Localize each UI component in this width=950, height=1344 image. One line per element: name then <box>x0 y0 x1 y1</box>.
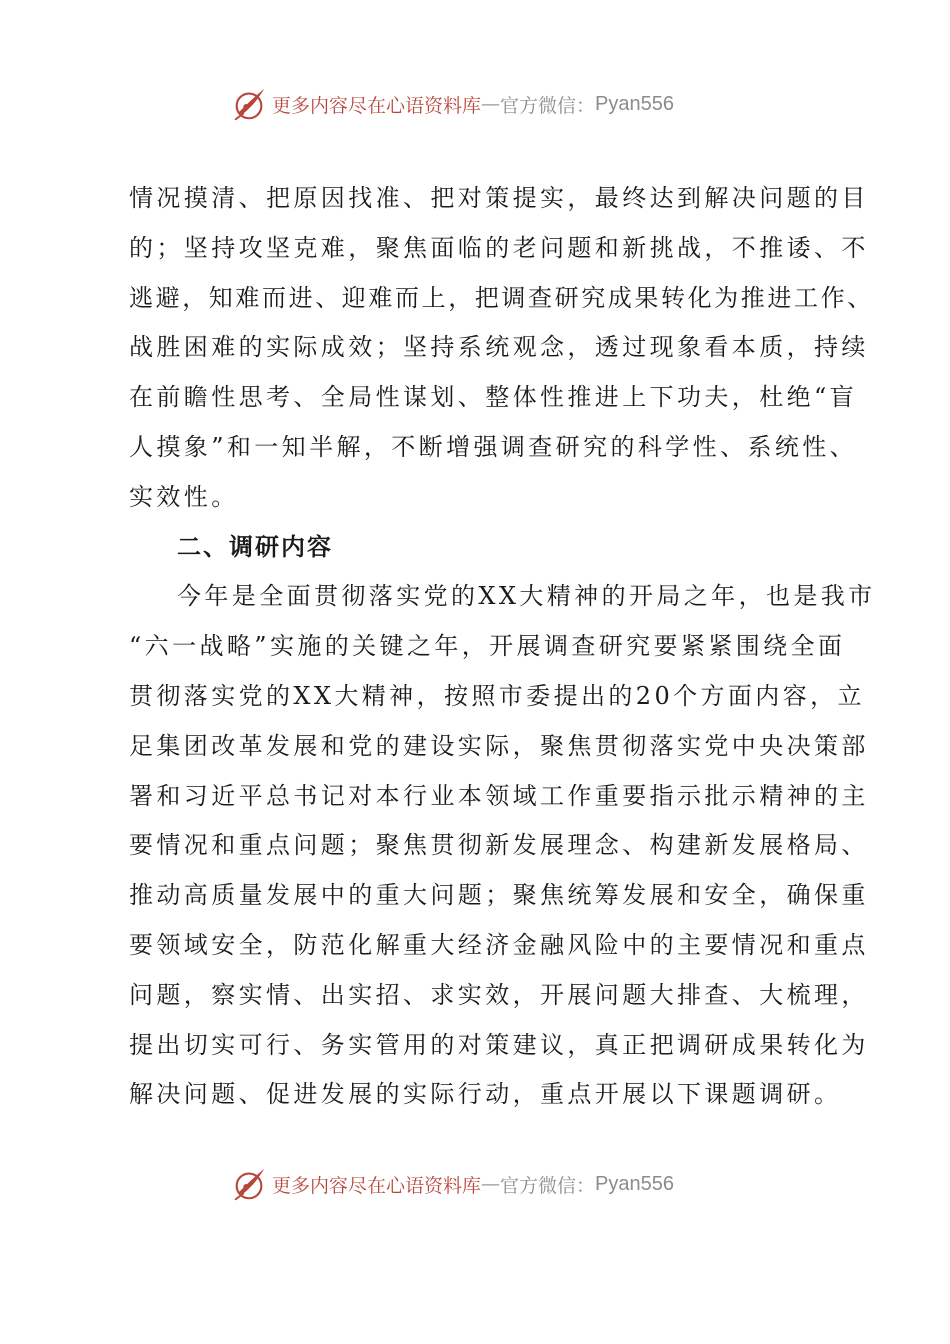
text-line: 情况摸清、把原因找准、把对策提实，最终达到解决问题的目 <box>129 184 869 212</box>
text-line: “六一战略”实施的关键之年，开展调查研究要紧紧围绕全面 <box>129 632 846 661</box>
text-line: 贯彻落实党的XX大精神，按照市委提出的20个方面内容，立 <box>129 681 865 710</box>
text-line: 解决问题、促进发展的实际行动，重点开展以下课题调研。 <box>129 1080 842 1109</box>
banner-text: 更多内容尽在心语资料库 <box>272 1174 482 1197</box>
text-line: 今年是全面贯彻落实党的XX大精神的开局之年，也是我市 <box>177 582 876 611</box>
banner-wechat-id: Pyan556 <box>595 1172 674 1195</box>
text-line: 署和习近平总书记对本行业本领域工作重要指示批示精神的主 <box>129 781 869 810</box>
footer-banner <box>230 1164 750 1204</box>
paragraph-2 <box>129 572 876 1120</box>
section-heading: 二、调研内容 <box>177 532 333 561</box>
banner-label: 官方微信： <box>500 1174 596 1197</box>
banner-wechat-id: Pyan556 <box>595 92 674 115</box>
document-body <box>129 174 876 1120</box>
banner-text: 更多内容尽在心语资料库 <box>272 94 482 117</box>
paragraph-1 <box>129 174 874 523</box>
text-line: 实效性。 <box>129 482 239 511</box>
banner-label: 官方微信： <box>500 94 596 117</box>
feather-logo-icon <box>230 1165 268 1203</box>
text-line: 逃避，知难而进、迎难而上，把调查研究成果转化为推进工作、 <box>129 283 874 312</box>
text-line: 足集团改革发展和党的建设实际，聚焦贯彻落实党中央决策部 <box>129 731 869 760</box>
text-line: 在前瞻性思考、全局性谋划、整体性推进上下功夫，杜绝“盲 <box>129 383 858 412</box>
text-line: 推动高质量发展中的重大问题；聚焦统筹发展和安全，确保重 <box>129 881 869 910</box>
banner-separator: — <box>481 1173 501 1195</box>
text-line: 的；坚持攻坚克难，聚焦面临的老问题和新挑战，不推诿、不 <box>129 233 869 262</box>
text-line: 要领域安全，防范化解重大经济金融风险中的主要情况和重点 <box>129 930 869 959</box>
text-line: 问题，察实情、出实招、求实效，开展问题大排查、大梳理， <box>129 980 869 1009</box>
text-line: 人摸象”和一知半解，不断增强调查研究的科学性、系统性、 <box>129 432 858 461</box>
text-line: 要情况和重点问题；聚焦贯彻新发展理念、构建新发展格局、 <box>129 831 869 860</box>
banner-separator: — <box>481 93 501 115</box>
text-line: 提出切实可行、务实管用的对策建议，真正把调研成果转化为 <box>129 1030 869 1059</box>
feather-logo-icon <box>230 85 268 123</box>
header-banner <box>230 84 750 124</box>
text-line: 战胜困难的实际成效；坚持系统观念，透过现象看本质，持续 <box>129 333 869 362</box>
